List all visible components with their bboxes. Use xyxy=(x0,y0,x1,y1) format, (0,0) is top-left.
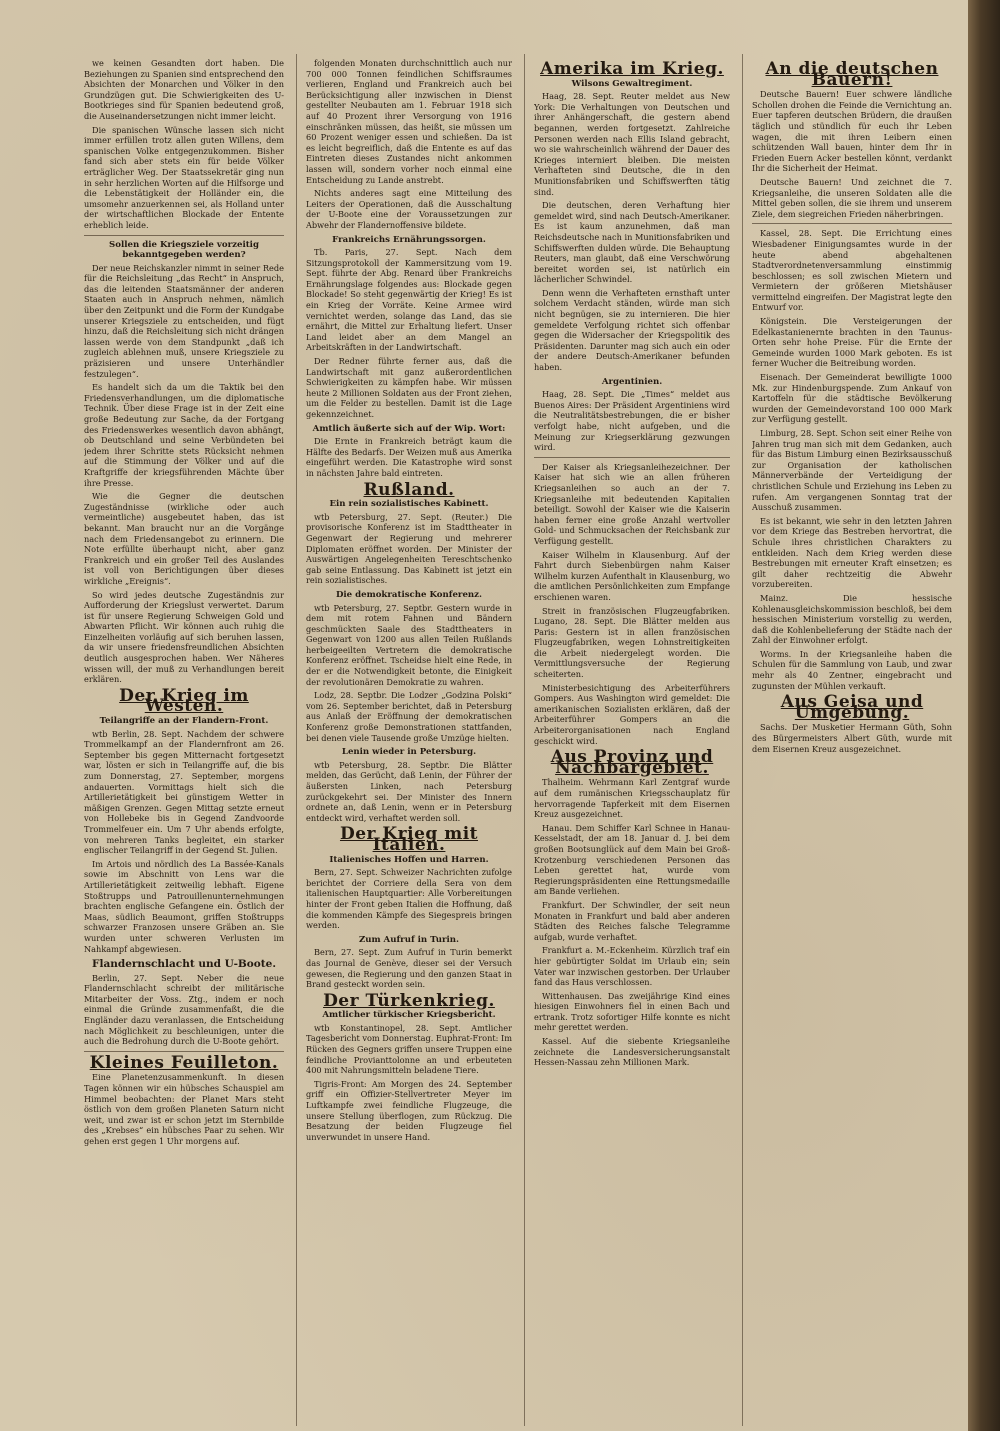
article-text: we keinen Gesandten dort haben. Die Beziehungen zu Spanien sind entsprechend den Absichten der Monarchen und Völker in den Grundzügen gut. Die Schwierigkeiten des U-Bootkrieges sind für Spanien bedeutend groß, die Auseinandersetzungen nicht immer leicht. xyxy=(84,58,284,121)
column-3 xyxy=(534,58,730,1423)
article-text: Mainz. Die hessische Kohlenausgleichskommission beschloß, bei dem hessischen Ministerium vorstellig zu werden, daß die Kohlenbelieferung der Städte nach der Zahl der Einwohner erfolgt. xyxy=(752,592,952,646)
article-text: wtb Berlin, 28. Sept. Nachdem der schwere Trommelkampf an der Flandernfront am 26. September bis gegen Mitternacht fortgesetzt war, lösten er sich in Teilangriffe auf, die bis zum Donnerstag, 27. September, morgens andauerten. Vormittags hielt sich die Artillerietätigkeit bei günstigem Wetter in mäßigen Grenzen. Gegen Mittag setzte erneut von Hollebeke bis in Gegend Zandvoorde Trommelfeuer ein. Um 7 Uhr abends erfolgte, von mehreren Tanks begleitet, ein starker englischer Teilangriff in der Gegend St. Julien. xyxy=(84,728,284,856)
article-text: Tb. Paris, 27. Sept. Nach dem Sitzungsprotokoll der Kammersitzung vom 19. Sept. führte der Abg. Renard über Frankreichs Ernährungslage folgendes aus: Blockade gegen Blockade! So steht gegenwärtig der Krieg! Es ist ein Krieg der Vorräte. Keine Armee wird vernichtet werden, solange das Land, das sie ernährt, die Mittel zur Erhaltung liefert. Unser Land leidet aber an dem Mangel an Arbeitskräften in der Landwirtschaft. xyxy=(306,247,512,353)
article-heading: Teilangriffe an der Flandern-Front. xyxy=(99,716,269,727)
article-text: Eisenach. Der Gemeinderat bewilligte 1000 Mk. zur Hindenburgspende. Zum Ankauf von Kartoffeln für die städtische Bevölkerung wurden der Gemeindevorstand 100 000 Mark zur Verfügung gestellt. xyxy=(752,372,952,425)
article-text: Hanau. Dem Schiffer Karl Schnee in Hanau-Kesselstadt, der am 18. Januar d. J. bei dem großen Bootsunglück auf dem Main bei Groß-Krotzenburg verschiedenen Personen das Leben gerettet hat, wurde vom Regierungspräsidenten eine Rettungsmedaille am Bande verliehen. xyxy=(534,822,730,897)
article-heading: Argentinien. xyxy=(601,376,663,387)
divider xyxy=(84,235,284,236)
article-text: Die Ernte in Frankreich beträgt kaum die Hälfte des Bedarfs. Der Weizen muß aus Amerika eingeführt werden. Die Katastrophe wird sonst in nächsten Jahre bald eintreten. xyxy=(306,436,512,478)
divider xyxy=(534,457,730,458)
top-margin xyxy=(0,0,968,54)
divider xyxy=(752,223,952,224)
article-text: Wie die Gegner die deutschen Zugeständnisse (wirkliche oder auch vermeintliche) ausgebeutet haben, das ist bekannt. Man braucht nur an die Vorgänge nach dem Friedensangebot zu erinnern. Die Note erfüllte überhaupt nicht, aber ganz Frankreich und ein großer Teil des Auslandes ist voll von Berichtigungen über dieses wirkliche „Ereignis“. xyxy=(84,491,284,586)
article-text: So wird jedes deutsche Zugeständnis zur Aufforderung der Kriegslust verwertet. Darum ist für unsere Regierung Schweigen Gold und Abwarten Pflicht. Wir können auch ruhig die Einzelheiten vorläufig auf sich beruhen lassen, da wir unsere friedensfreundlichen Absichten deutlich ausgesprochen haben. Wer Näheres wissen will, der muß zu Verhandlungen bereit erklären. xyxy=(84,589,284,685)
section-heading: Aus Geisa und Umgebung. xyxy=(780,692,924,723)
article-heading: Amtlich äußerte sich auf der Wip. Wort: xyxy=(312,423,506,434)
article-text: Haag, 28. Sept. Die „Times“ meldet aus Buenos Aires: Der Präsident Argentiniens wird die Neutralitätsbestrebungen, die er bisher verfolgt habe, nicht aufgeben, und die Meinung zur Kriegserklärung gezwungen wird. xyxy=(534,389,730,453)
article-text: Eine Planetenzusammenkunft. In diesen Tagen können wir ein hübsches Schauspiel am Himmel beobachten: der Planet Mars steht östlich von dem großen Planeten Saturn nicht weit, und zwar ist er schon jetzt im Sternbilde des „Krebses“ ein hübsches Paar zu sehen. Wir gehen erst gegen 1 Uhr morgens auf. xyxy=(84,1072,284,1146)
article-text: Deutsche Bauern! Und zeichnet die 7. Kriegsanleihe, die unseren Soldaten alle die Mittel geben sollen, die sie ihrem und unserem Ziele, dem siegreichen Frieden näherbringen. xyxy=(752,176,952,219)
article-text: Königstein. Die Versteigerungen der Edelkastanienernte brachten in den Taunus-Orten sehr hohe Preise. Für die Ernte der Gemeinde wurden 1000 Mark geboten. Es ist ferner Wucher die Beitreibung worden. xyxy=(752,316,952,369)
article-text: Tigris-Front: Am Morgen des 24. September griff ein Offizier-Stellvertreter Meyer im Luftkampfe zwei feindliche Flugzeuge, die unsere Stellung überflogen, zum Rückzug. Die Besatzung der beiden Flugzeuge fiel unverwundet in unsere Hand. xyxy=(306,1078,512,1142)
article-text: Nichts anderes sagt eine Mitteilung des Leiters der Operationen, daß die Ausschaltung der U-Boote eine der Voraussetzungen zur Abwehr der Flandernoffensive bildete. xyxy=(306,188,512,230)
divider xyxy=(84,1051,284,1052)
article-heading: Lenin wieder in Petersburg. xyxy=(341,747,477,758)
article-text: Limburg, 28. Sept. Schon seit einer Reihe von Jahren trug man sich mit dem Gedanken, auch für das Bistum Limburg einen Bezirksausschuß zur Organisation der katholischen Männerverbände der Verteidigung der christlichen Schule und Erziehung ins Leben zu rufen. Am vergangenen Sonntag trat der Ausschuß zusammen. xyxy=(752,428,952,513)
column-rule xyxy=(296,54,297,1426)
article-text: Kassel, 28. Sept. Die Errichtung eines Wiesbadener Einigungsamtes wurde in der heute abend abgehaltenen Stadtverordnetenversammlung einstimmig beschlossen; es soll zwischen Mietern und Vermietern der größeren Mietshäuser vermittelnd eingreifen. Der Magistrat legte den Entwurf vor. xyxy=(752,228,952,313)
article-text: Frankfurt. Der Schwindler, der seit neun Monaten in Frankfurt und bald aber anderen Städten des Reiches falsche Telegramme aufgab, wurde verhaftet. xyxy=(534,899,730,942)
article-heading: Ein rein sozialistisches Kabinett. xyxy=(329,499,489,510)
article-text: Worms. In der Kriegsanleihe haben die Schulen für die Sammlung von Laub, und zwar mehr als 40 Zentner, eingebracht und zugunsten der Mühlen verkauft. xyxy=(752,648,952,691)
book-spine xyxy=(968,0,1000,1431)
article-heading: Zum Aufruf in Turin. xyxy=(358,934,460,945)
section-heading: Der Krieg mit Italien. xyxy=(339,824,479,855)
article-text: Die spanischen Wünsche lassen sich nicht immer erfüllen trotz allen guten Willens, dem spanischen Volke entgegenzukommen. Bisher fand sich aber stets ein für beide Völker erträglicher Weg. Der Staatssekretär ging nun in sehr herzlichen Worten auf die Hilfsorge und die Lebenstätigkeit der Holländer ein, die umsomehr anzuerkennen sei, als Holland unter der wirtschaftlichen Blockade der Entente erheblich leide. xyxy=(84,124,284,230)
column-2 xyxy=(306,58,512,1423)
article-text: Der Kaiser als Kriegsanleihezeichner. Der Kaiser hat sich wie an allen früheren Kriegsanleihen so auch an der 7. Kriegsanleihe mit bedeutenden Kapitalien beteiligt. Sowohl der Kaiser wie die Kaiserin haben ferner eine große Anzahl wertvoller Gold- und Schmucksachen der Reichsbank zur Verfügung gestellt. xyxy=(534,461,730,546)
article-heading: Sollen die Kriegsziele vorzeitig bekanntgegeben werden? xyxy=(109,239,259,261)
article-text: wtb Petersburg, 27. Sept. (Reuter.) Die provisorische Konferenz ist im Stadttheater in Gegenwart der Regierung und mehrerer Diplomaten eröffnet worden. Der Minister der Auswärtigen Angelegenheiten Tereschtschenko gab seine Entlassung. Das Kabinett ist jetzt ein rein sozialistisches. xyxy=(306,511,512,586)
section-heading: Aus Provinz und Nachbargebiet. xyxy=(550,747,714,778)
article-text: wtb Petersburg, 28. Septbr. Die Blätter melden, das Gerücht, daß Lenin, der Führer der äußersten Linken, nach Petersburg zurückgekehrt sei. Der Minister des Innern ordnete an, daß Lenin, wenn er in Petersburg entdeckt wird, verhaftet werden soll. xyxy=(306,759,512,823)
section-heading: Amerika im Krieg. xyxy=(540,59,724,79)
article-text: Ministerbesichtigung des Arbeiterführers Gompers. Aus Washington wird gemeldet: Die amerikanischen Sozialisten erklären, daß der Arbeiterführer Gompers an die Arbeiterorganisationen nach England geschickt wird. xyxy=(534,682,730,746)
article-text: Die deutschen, deren Verhaftung hier gemeldet wird, sind nach Deutsch-Amerikaner. Es ist kaum anzunehmen, daß man Reichsdeutsche nach in Munitionsfabriken und Schiffswerften dulden würde. Die Behauptung Reuters, man glaubt, daß eine Verschwörung bereitet worden sei, ist natürlich ein lächerlicher Schwindel. xyxy=(534,200,730,285)
article-text: Kassel. Auf die siebente Kriegsanleihe zeichnete die Landesversicherungsanstalt Hessen-Nassau zehn Millionen Mark. xyxy=(534,1036,730,1068)
article-text: Frankfurt a. M.-Eckenheim. Kürzlich traf ein hier gebürtigter Soldat im Urlaub ein; sein Vater war inzwischen gestorben. Der Urlauber fand das Haus verschlossen. xyxy=(534,945,730,988)
article-text: Berlin, 27. Sept. Neber die neue Flandernschlacht schreibt der militärische Mitarbeiter der Voss. Ztg., indem er noch einmal die Gründe zusammenfaßt, die die Engländer dazu veranlassen, die Entscheidung nach Möglichkeit zu beschleunigen, unter die auch die Bedrohung durch die U-Boote gehört. xyxy=(84,972,284,1047)
section-heading: Der Krieg im Westen. xyxy=(119,685,249,717)
article-text: Bern, 27. Sept. Zum Aufruf in Turin bemerkt das Journal de Genève, dieser sei der Versuch gewesen, die Regierung und den ganzen Staat in Brand gesteckt worden sein. xyxy=(306,947,512,990)
article-text: wtb Petersburg, 27. Septbr. Gestern wurde in dem mit rotem Fahnen und Bändern geschmückten Saale des Stadttheaters in Gegenwart von 1200 aus allen Teilen Rußlands herbeigeeilten Vertretern die demokratische Konferenz eröffnet. Tscheidse hielt eine Rede, in der er die Notwendigkeit betonte, die Einigkeit der revolutionären Demokratie zu wahren. xyxy=(306,602,512,687)
article-text: Der neue Reichskanzler nimmt in seiner Rede für die Reichsleitung „das Recht“ in Anspruch, das die leitenden Staatsmänner der anderen Staaten auch in Anspruch nehmen, nämlich über den Zeitpunkt und die Form der Kundgabe unserer Kriegsziele zu entscheiden, und fügt hinzu, daß die Reichsleitung sich nicht drängen lassen werde von dem Standpunkt „daß ich zugleich ablehnen muß, unsere Kriegsziele zu präzisieren und unsere Unterhändler festzulegen“. xyxy=(84,262,284,379)
column-rule xyxy=(742,54,743,1426)
article-text: Der Redner führte ferner aus, daß die Landwirtschaft mit ganz außerordentlichen Schwierigkeiten zu kämpfen habe. Wir müssen heute 2 Millionen Soldaten aus der Front ziehen, um die Felder zu bestellen. Damit ist die Lage gekennzeichnet. xyxy=(306,356,512,419)
article-text: Lodz, 28. Septbr. Die Lodzer „Godzina Polski“ vom 26. September berichtet, daß in Petersburg aus Anlaß der Eröffnung der demokratischen Konferenz große Demonstrationen stattfanden, bei denen viele Tausende große Umzüge hielten. xyxy=(306,690,512,743)
article-heading: Die demokratische Konferenz. xyxy=(335,589,483,600)
section-heading: Der Türkenkrieg. xyxy=(323,990,495,1011)
article-text: Thalheim. Wehrmann Karl Zentgraf wurde auf dem rumänischen Kriegsschauplatz für hervorragende Tapferkeit mit dem Eisernen Kreuz ausgezeichnet. xyxy=(534,777,730,820)
article-text: Haag, 28. Sept. Reuter meldet aus New York: Die Verhaltungen von Deutschen und ihrer Anhängerschaft, die gestern abend begannen, werden fortgesetzt. Zahlreiche Personen werden nach Ellis Island gebracht, wo sie wahrscheinlich während der Dauer des Krieges interniert bleiben. Die meisten Verhafteten sind Deutsche, die in den Munitionsfabriken und Schiffswerften tätig sind. xyxy=(534,91,730,197)
article-text: Streit in französischen Flugzeugfabriken. Lugano, 28. Sept. Die Blätter melden aus Paris: Gestern ist in allen französischen Flugzeugfabriken, wegen Lohnstreitigkeiten die Arbeit niedergelegt worden. Die Vermittlungsversuche der Regierung scheiterten. xyxy=(534,605,730,680)
article-text: Es handelt sich da um die Taktik bei den Friedensverhandlungen, um die diplomatische Technik. Über diese Frage ist in der Zeit eine große Bedeutung zur Sache, da der Fortgang des Friedenswerkes wesentlich davon abhängt, ob Deutschland und seine Verbündeten bei jedem ihrer Schritte stets Rücksicht nehmen auf die Stimmung der Völker und auf die Kraftgriffe der kriegsführenden Mächte über ihre Presse. xyxy=(84,382,284,488)
article-text: Im Artois und nördlich des La Bassée-Kanals sowie im Abschnitt von Lens war die Artillerietätigkeit zeitweilig lebhaft. Eigene Stoßtrupps und Patrouillenunternehmungen brachten englische Gefangene ein. Östlich der Maas, südlich Beaumont, griffen Stoßtrupps schwarzer Franzosen unsere Gräben an. Sie wurden unter schweren Verlusten im Nahkampf abgewiesen. xyxy=(84,858,284,954)
article-text: Kaiser Wilhelm in Klausenburg. Auf der Fahrt durch Siebenbürgen nahm Kaiser Wilhelm kurzen Aufenthalt in Klausenburg, wo die amtlichen Persönlichkeiten zum Empfange erschienen waren. xyxy=(534,549,730,602)
article-text: Deutsche Bauern! Euer schwere ländliche Schollen drohen die Feinde die Vernichtung an. Euer tapferen deutschen Brüdern, die draußen täglich und stündlich für euch ihr Leben wagen, die mit ihren Leibern einen schützenden Wall bauen, hinter dem Ihr in Frieden Euern Acker bestellen könnt, verdankt Ihr die Sicherheit der Heimat. xyxy=(752,89,952,174)
article-text: Denn wenn die Verhafteten ernsthaft unter solchem Verdacht ständen, würde man sich nicht begnügen, sie zu internieren. Die hier gemeldete Verfolgung richtet sich offenbar gegen die Widersacher der Kriegspolitik des Präsidenten. Darunter mag sich auch ein oder der andere Deutsch-Amerikaner befunden haben. xyxy=(534,287,730,373)
section-heading: Kleines Feuilleton. xyxy=(89,1052,279,1073)
column-rule xyxy=(524,54,525,1426)
article-heading: Frankreichs Ernährungssorgen. xyxy=(332,234,486,245)
section-heading: Rußland. xyxy=(363,479,455,500)
article-text: Wittenhausen. Das zweijährige Kind eines hiesigen Einwohners fiel in einen Bach und ertrank. Trotz sofortiger Hilfe konnte es nicht mehr gerettet werden. xyxy=(534,990,730,1033)
article-text: Bern, 27. Sept. Schweizer Nachrichten zufolge berichtet der Corriere della Sera von dem italienischen Hauptquartier: Alle Vorbereitungen hinter der Front geben Italien die Hoffnung, daß die kommenden Kämpfe des Siegespreis bringen werden. xyxy=(306,867,512,931)
article-heading: Italienisches Hoffen und Harren. xyxy=(329,854,489,865)
article-heading: Flandernschlacht und U-Boote. xyxy=(92,958,276,971)
article-text: folgenden Monaten durchschnittlich auch nur 700 000 Tonnen feindlichen Schiffsraumes verlieren, England und Frankreich auch bei Berücksichtigung aller inzwischen in Dienst gestellter Neubauten am 1. Februar 1918 sich auf 40 Prozent ihrer Versorgung von 1916 einschränken müssen, das heißt, sie müssen um 60 Prozent weniger essen und schießen. Da ist es leicht begreiflich, daß die Entente es auf das Eintreten dieses Zustandes nicht ankommen lassen will, sondern vorher noch einmal eine Entscheidung zu Lande anstrebt. xyxy=(306,58,512,185)
article-text: Sachs. Der Musketier Hermann Güth, Sohn des Bürgermeisters Albert Güth, wurde mit dem Eisernen Kreuz ausgezeichnet. xyxy=(752,722,952,754)
article-text: wtb Konstantinopel, 28. Sept. Amtlicher Tagesbericht vom Donnerstag. Euphrat-Front: Im Rücken des Gegners griffen unsere Truppen eine feindliche Provianttolonne an und erbeuteten 400 mit Nahrungsmitteln beladene Tiere. xyxy=(306,1022,512,1076)
article-heading: Wilsons Gewaltregiment. xyxy=(571,78,693,89)
article-heading: Amtlicher türkischer Kriegsbericht. xyxy=(322,1010,496,1021)
section-heading: An die deutschen Bauern! xyxy=(765,59,939,90)
article-text: Es ist bekannt, wie sehr in den letzten Jahren vor dem Kriege das Bestreben hervortrat, die Schule ihres christlichen Charakters zu entkleiden. Nach dem Krieg werden diese Bestrebungen mit erneuter Kraft einsetzen; es gilt daher rechtzeitig die Abwehr vorzubereiten. xyxy=(752,515,952,590)
column-1 xyxy=(84,58,284,1423)
column-4 xyxy=(752,58,952,1423)
